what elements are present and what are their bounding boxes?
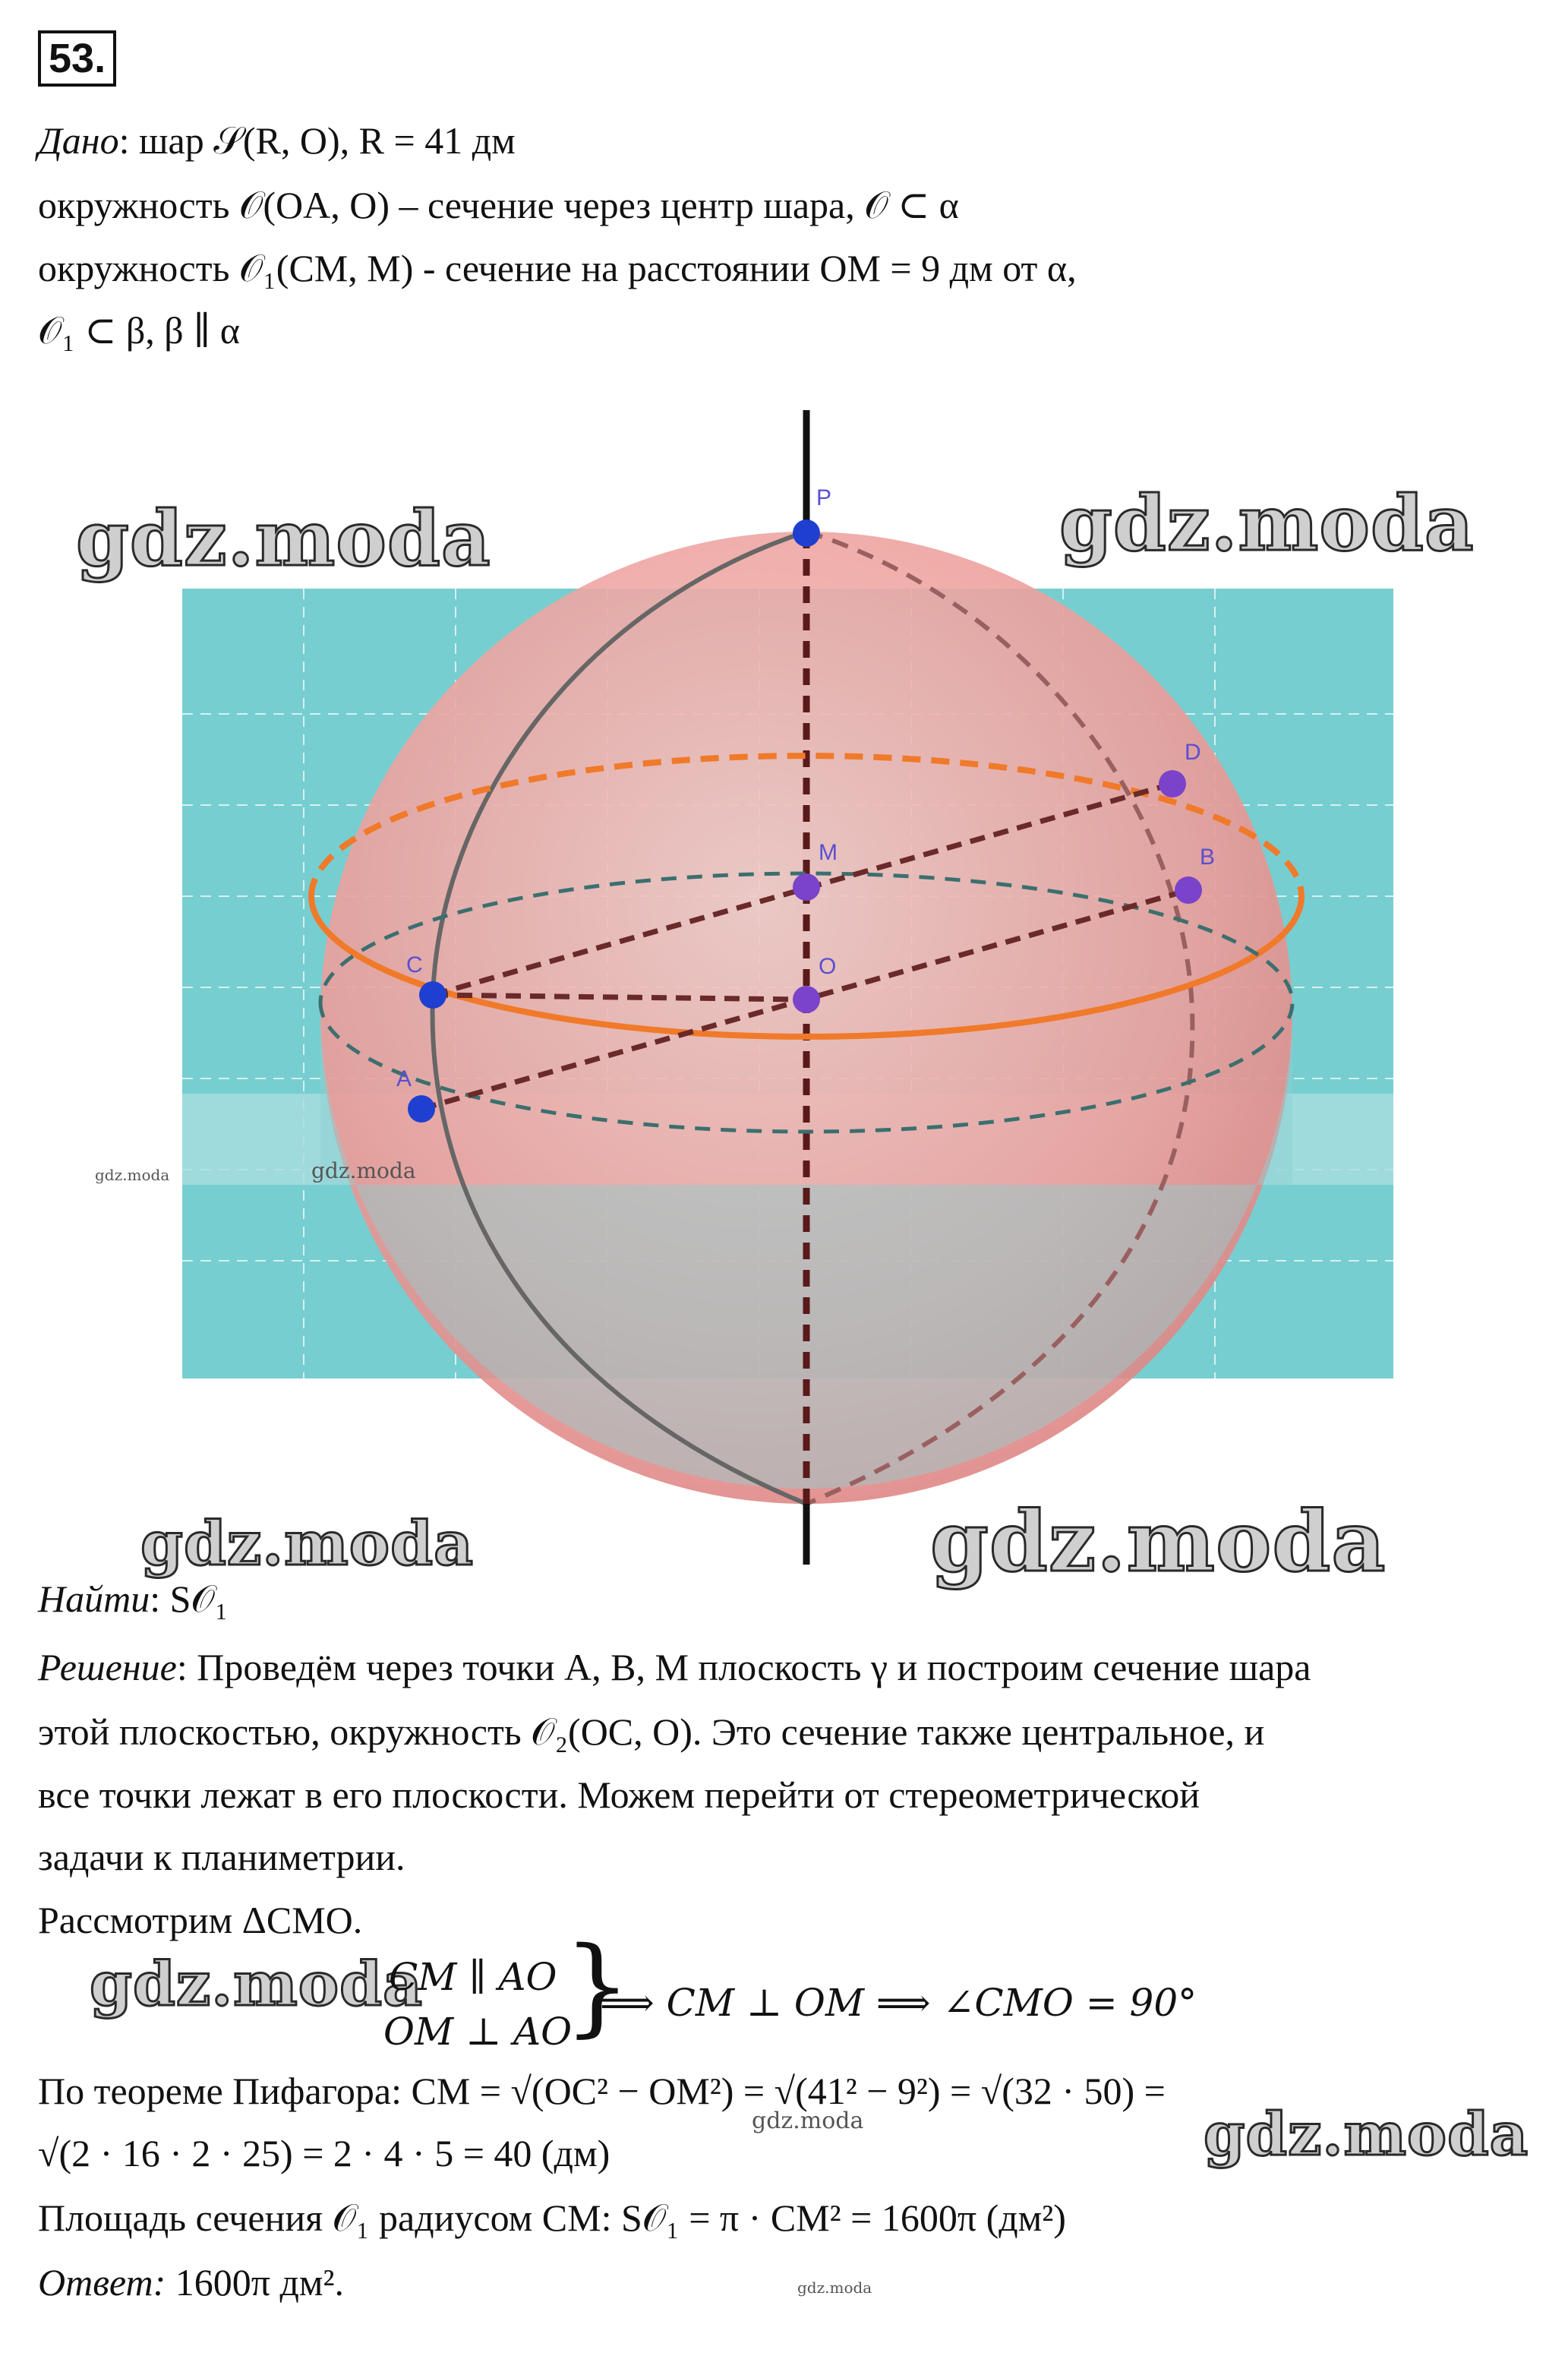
area-line: Площадь сечения 𝒪₁ радиусом CM: S𝒪₁ = π · CM² = 1600π (дм²) <box>38 2196 1066 2239</box>
solution-line-2: этой плоскостью, окружность 𝒪₂(OC, O). Это сечение также центральное, и <box>38 1710 1265 1753</box>
watermark-small-2: gdz.moda <box>311 1158 416 1183</box>
watermark-5: gdz.moda <box>90 1948 423 2020</box>
label-o: O <box>819 954 837 979</box>
solution-line-4: задачи к планиметрии. <box>38 1836 405 1878</box>
watermark-3: gdz.moda <box>140 1508 474 1579</box>
find-label: Найти <box>38 1577 150 1620</box>
watermark-small-4: gdz.moda <box>797 2279 872 2297</box>
label-m: M <box>819 840 838 865</box>
point-b <box>1175 876 1202 904</box>
problem-number: 53. <box>38 30 116 87</box>
system-line-2: OM ⊥ AO <box>383 2010 573 2054</box>
solution-line-5: Рассмотрим ΔCMO. <box>38 1899 363 1941</box>
point-c <box>419 981 446 1009</box>
solution-text-1: : Проведём через точки A, B, M плоскость γ и построим сечение шара <box>176 1646 1311 1688</box>
implication: ⟹ CM ⊥ OM ⟹ ∠CMO = 90° <box>600 1981 1197 2025</box>
point-o <box>793 986 820 1013</box>
find-text: : S𝒪₁ <box>150 1577 229 1620</box>
system-brace: } <box>563 1925 632 2048</box>
label-b: B <box>1200 845 1216 870</box>
answer-text: 1600π дм². <box>166 2261 345 2304</box>
answer-label: Ответ: <box>38 2261 166 2304</box>
given-line-1 <box>38 119 516 162</box>
solution-line-1 <box>38 1648 1311 1686</box>
find-line <box>38 1577 229 1620</box>
point-a <box>408 1095 435 1123</box>
given-line-3: окружность 𝒪₁(CM, M) - сечение на расстоянии OM = 9 дм от α, <box>38 247 1077 289</box>
watermark-2: gdz.moda <box>1059 478 1475 568</box>
answer-line <box>38 2261 345 2304</box>
point-d <box>1159 770 1186 797</box>
watermark-small-3: gdz.moda <box>752 2108 864 2134</box>
given-label: Дано <box>38 119 119 162</box>
pythagoras-line-1: По теореме Пифагора: CM = √(OC² − OM²) = √(41² − 9²) = √(32 · 50) = <box>38 2070 1166 2112</box>
watermark-6: gdz.moda <box>1204 2100 1529 2169</box>
given-line-2: окружность 𝒪(OA, O) – сечение через центр шара, 𝒪 ⊂ α <box>38 184 959 226</box>
pythagoras-line-2: √(2 · 16 · 2 · 25) = 2 · 4 · 5 = 40 (дм) <box>38 2132 610 2174</box>
watermark-small-1: gdz.moda <box>95 1166 170 1184</box>
given-line-4: 𝒪₁ ⊂ β, β ∥ α <box>38 309 240 352</box>
watermark-4: gdz.moda <box>930 1492 1387 1590</box>
label-c: C <box>406 952 423 977</box>
label-a: A <box>396 1066 412 1091</box>
watermark-1: gdz.moda <box>76 494 491 583</box>
system-line-1: CM ∥ AO <box>389 1955 557 1999</box>
label-d: D <box>1185 740 1201 765</box>
sphere-figure <box>0 410 1568 1565</box>
given-text-1: : шар 𝒮(R, O), R = 41 дм <box>118 119 516 162</box>
label-p: P <box>816 485 832 510</box>
point-p <box>793 519 820 547</box>
solution-line-3: все точки лежат в его плоскости. Можем перейти от стереометрической <box>38 1773 1200 1816</box>
point-m <box>793 873 820 901</box>
solution-label: Решение <box>38 1646 177 1688</box>
